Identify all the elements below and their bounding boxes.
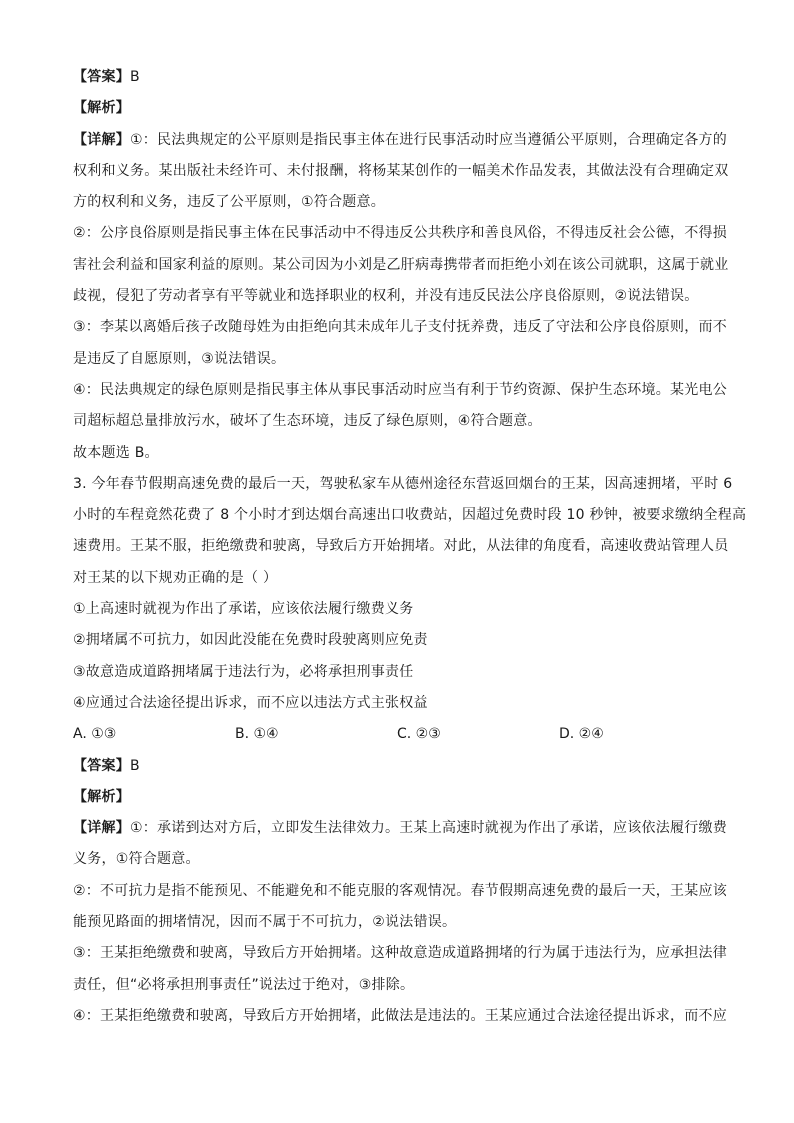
answer-line (73, 751, 723, 782)
question-stem-line: 速费用。王某不服，拒绝缴费和驶离，导致后方开始拥堵。对此，从法律的角度看，高速收费站管理人员 (73, 538, 729, 555)
paragraph-line: 方的权利和义务，违反了公平原则，①符合题意。 (73, 194, 386, 211)
analysis-heading: 【解析】 (73, 788, 130, 805)
question-stem-line: 3. 今年春节假期高速免费的最后一天，驾驶私家车从德州途径东营返回烟台的王某，因高速拥堵，平时 6 (73, 475, 733, 492)
paragraph-line: 能预见路面的拥堵情况，因而不属于不可抗力，②说法错误。 (73, 914, 457, 931)
paragraph-line: ③：王某拒绝缴费和驶离，导致后方开始拥堵。这种故意造成道路拥堵的行为属于违法行为，应承担法律 (73, 945, 728, 962)
option-a: A. ①③ (73, 726, 117, 743)
answer-value: B (130, 69, 140, 85)
paragraph-text: ①：承诺到达对方后，立即发生法律效力。王某上高速时就视为作出了承诺，应该依法履行缴费 (130, 820, 728, 837)
paragraph-line: ④：王某拒绝缴费和驶离，导致后方开始拥堵，此做法是违法的。王某应通过合法途径提出诉求，而不应 (73, 1007, 728, 1024)
paragraph-text: ①：民法典规定的公平原则是指民事主体在进行民事活动时应当遵循公平原则，合理确定各方的 (130, 131, 728, 148)
option-c: C. ②③ (397, 726, 441, 743)
option-b: B. ①④ (235, 726, 279, 743)
detail-tag: 【详解】 (73, 820, 130, 837)
paragraph-line: 权利和义务。某出版社未经许可、未付报酬，将杨某某创作的一幅美术作品发表，其做法没有合理确定双 (73, 162, 729, 179)
conclusion-line: 故本题选 B。 (73, 444, 159, 461)
paragraph-line: 义务，①符合题意。 (73, 851, 200, 868)
paragraph-line: ②：不可抗力是指不能预见、不能避免和不能克服的客观情况。春节假期高速免费的最后一天，王某应该 (73, 882, 728, 899)
options-row (73, 719, 723, 750)
question-stem-line: 小时的车程竟然花费了 8 个小时才到达烟台高速出口收费站，因超过免费时段 10 秒钟，被要求缴纳全程高 (73, 507, 747, 524)
paragraph-line: 责任，但“必将承担刑事责任”说法过于绝对，③排除。 (73, 976, 415, 993)
paragraph-line: 是违反了自愿原则，③说法错误。 (73, 350, 286, 367)
answer-tag: 【答案】 (73, 757, 130, 774)
question-stem-line: 对王某的以下规劝正确的是（ ） (73, 569, 278, 586)
paragraph-line: 害社会利益和国家利益的原则。某公司因为小刘是乙肝病毒携带者而拒绝小刘在该公司就职，这属于就业 (73, 256, 729, 273)
detail-tag: 【详解】 (73, 131, 130, 148)
paragraph-line: ④：民法典规定的绿色原则是指民事主体从事民事活动时应当有利于节约资源、保护生态环境。某光电公 (73, 381, 728, 398)
paragraph-line: 司超标超总量排放污水，破坏了生态环境，违反了绿色原则，④符合题意。 (73, 413, 542, 430)
option-d: D. ②④ (559, 726, 604, 743)
analysis-heading: 【解析】 (73, 100, 130, 117)
statement-item: ④应通过合法途径提出诉求，而不应以违法方式主张权益 (73, 694, 428, 711)
document-page (73, 62, 747, 1032)
answer-tag: 【答案】 (73, 69, 130, 85)
detail-line (73, 813, 728, 844)
paragraph-line: 歧视，侵犯了劳动者享有平等就业和选择职业的权利，并没有违反民法公序良俗原则，②说法错误。 (73, 288, 699, 305)
paragraph-line: ③：李某以离婚后孩子改随母姓为由拒绝向其未成年儿子支付抚养费，违反了守法和公序良俗原则，而不 (73, 319, 728, 336)
answer-value: B (130, 757, 140, 774)
statement-item: ③故意造成道路拥堵属于违法行为，必将承担刑事责任 (73, 663, 414, 680)
paragraph-line: ②：公序良俗原则是指民事主体在民事活动中不得违反公共秩序和善良风俗，不得违反社会公德，不得损 (73, 225, 728, 242)
statement-item: ②拥堵属不可抗力，如因此没能在免费时段驶离则应免责 (73, 632, 428, 649)
detail-line (73, 125, 728, 156)
statement-item: ①上高速时就视为作出了承诺，应该依法履行缴费义务 (73, 601, 414, 618)
answer-line (73, 62, 723, 93)
